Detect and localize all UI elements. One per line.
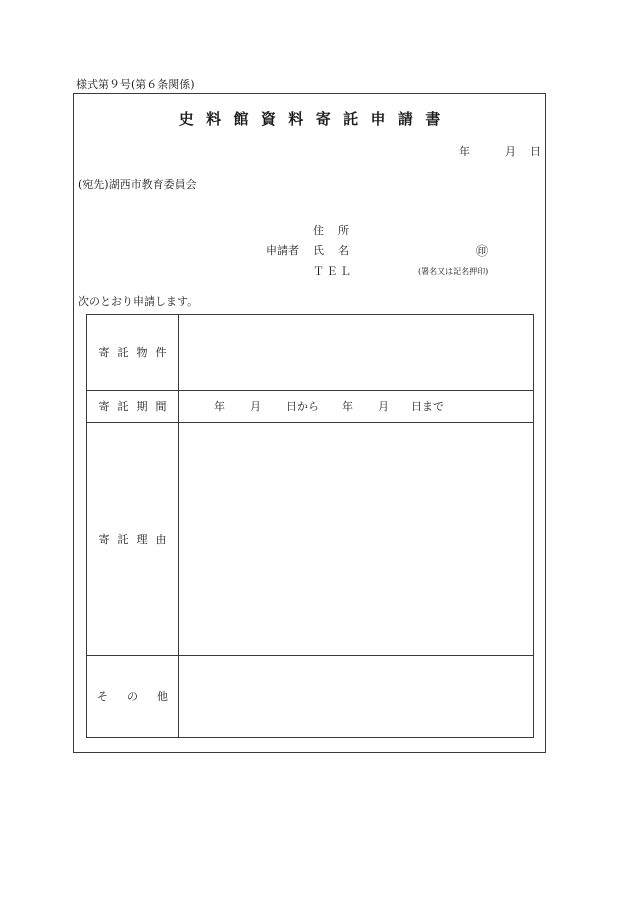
deposit-items-field	[179, 315, 533, 391]
row-label-cell	[87, 656, 187, 737]
deposit-period-field	[179, 391, 533, 423]
deposit-items-label: 寄託物件	[98, 346, 175, 359]
deposit-period-label: 寄託期間	[98, 400, 175, 413]
table-row-deposit-period	[87, 390, 533, 423]
table-row-deposit-items	[87, 315, 533, 391]
date-year-label: 年	[459, 145, 470, 158]
period-end-day: 日まで	[411, 400, 444, 413]
table-row-other	[87, 655, 533, 737]
deposit-table	[86, 314, 534, 738]
applicant-address-label: 住所	[313, 224, 363, 237]
period-start-day: 日から	[286, 400, 319, 413]
intro-text: 次のとおり申請します。	[78, 295, 199, 308]
row-label-cell	[87, 391, 178, 423]
form-title: 史料館資料寄託申請書	[178, 110, 453, 128]
table-row-deposit-reason	[87, 422, 533, 656]
period-end-year: 年	[342, 400, 353, 413]
seal-note: (署名又は記名押印)	[418, 267, 489, 276]
period-end-month: 月	[378, 400, 389, 413]
period-start-month: 月	[250, 400, 261, 413]
other-field	[179, 656, 533, 737]
applicant-label: 申請者	[266, 244, 299, 257]
other-label: その他	[97, 689, 187, 703]
row-label-cell	[87, 423, 178, 656]
date-month-label: 月	[505, 145, 516, 158]
period-start-year: 年	[214, 400, 225, 413]
date-day-label: 日	[530, 145, 541, 158]
applicant-name-label: 氏名	[313, 244, 363, 257]
row-label-cell	[87, 315, 178, 391]
deposit-reason-label: 寄託理由	[98, 532, 175, 546]
applicant-tel-label: ＴＥＬ	[313, 265, 354, 278]
seal-mark: ㊞	[476, 244, 489, 258]
form-number: 様式第９号(第６条関係)	[76, 78, 195, 91]
deposit-reason-field	[179, 423, 533, 656]
addressee: (宛先)湖西市教育委員会	[78, 178, 197, 191]
